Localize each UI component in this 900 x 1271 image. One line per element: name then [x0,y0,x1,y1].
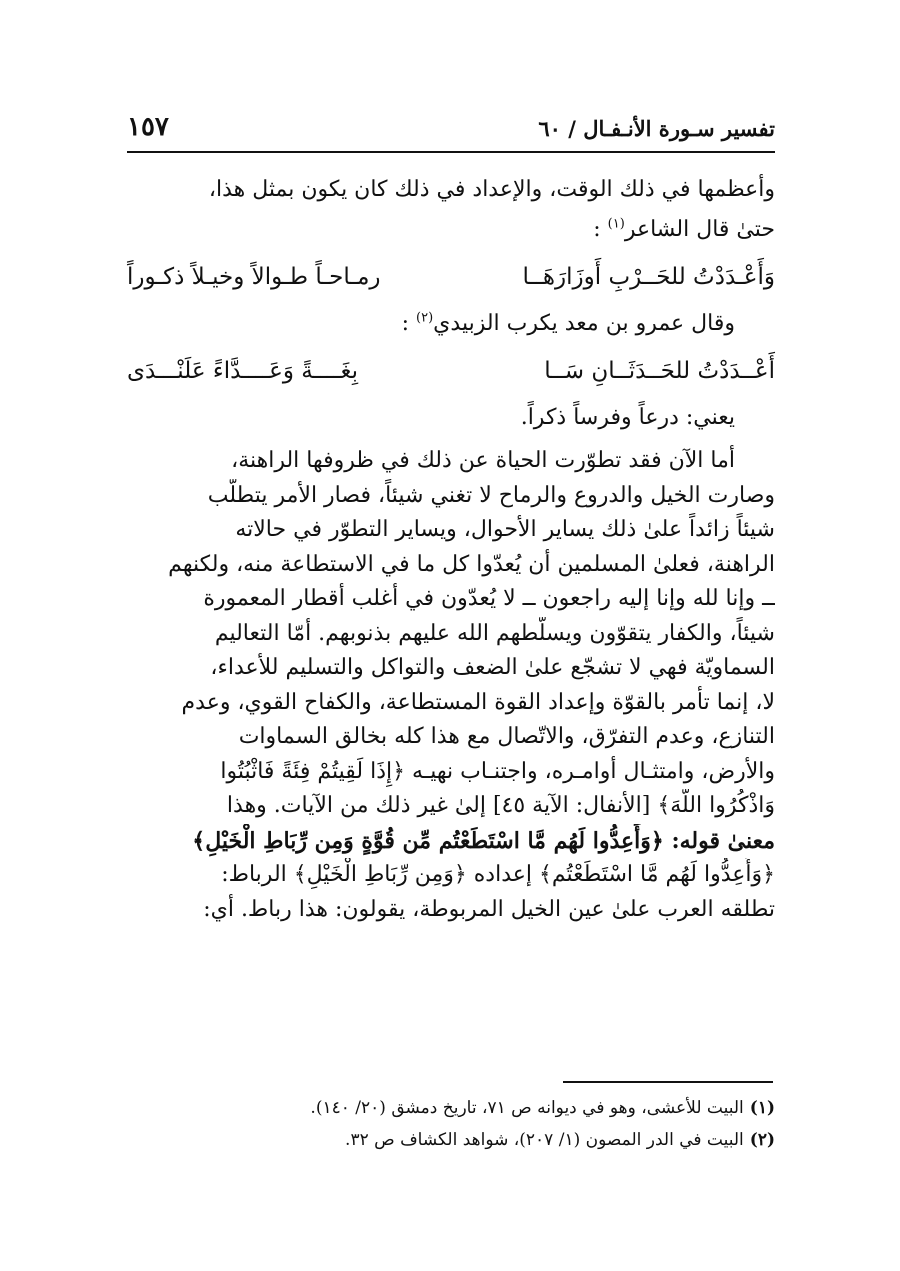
paragraph [127,444,775,927]
text-line: وأعظمها في ذلك الوقت، والإعداد في ذلك كان يكون بمثل هذا، [208,177,775,202]
footnote [127,1124,775,1156]
paragraph-line: شيئاً، والكفار يتقوّون ويسلّطهم الله عليهم بذنوبهم. أمّا التعاليم [214,620,775,646]
paragraph-line: وصارت الخيل والدروع والرماح لا تغني شيئاً، فصار الأمر يتطلّب [207,482,775,508]
footnotes [127,1092,775,1156]
running-header [127,110,775,150]
footnote-text: البيت للأعشى، وهو في ديوانه ص ٧١، تاريخ دمشق (٢٠/ ١٤٠). [310,1098,744,1118]
paragraph-line: وَاذْكُرُوا اللَّهَ﴾ [الأنفال: الآية ٤٥] إلىٰ غير ذلك من الآيات. وهذا [226,793,775,818]
paragraph-line: ــ وإنا لله وإنا إليه راجعون ــ لا يُعدّون في أغلب أقطار المعمورة [203,586,775,611]
footnote-rule [563,1081,773,1083]
verse-second-hemistich: بِغَــــةً وَعَــــدَّاءً عَلَنْـــدَى [127,358,359,384]
text-line: حتىٰ قال الشاعر$^{(١)}$ : [593,216,775,242]
paragraph-line: أما الآن فقد تطوّرت الحياة عن ذلك في ظروفها الراهنة، [231,448,735,473]
poem-verse [127,250,775,304]
poem-verse [127,344,775,398]
paragraph-line: معنىٰ قوله: ﴿وَأَعِدُّوا لَهُم مَّا اسْتَطَعْتُم مِّن قُوَّةٍ وَمِن رِّبَاطِ الْخَيْلِ﴾ [192,827,775,854]
paragraph-line: تطلقه العرب علىٰ عين الخيل المربوطة، يقولون: هذا رباط. أي: [203,896,775,922]
verse-first-hemistich: أَعْــدَدْتُ للحَــدَثَــانِ سَــا [544,358,775,384]
footnote [127,1092,775,1124]
paragraph-line: والأرض، وامتثـال أوامـره، واجتنـاب نهيـه ﴿إِذَا لَقِيتُمْ فِئَةً فَاثْبُتُوا [220,758,775,784]
running-header-title: تفسير سـورة الأنـفـال / ٦٠ [538,116,775,141]
gloss-line: يعني: درعاً وفرساً ذكراً. [520,405,735,430]
paragraph-line: ﴿وَأَعِدُّوا لَهُم مَّا اسْتَطَعْتُم﴾ إعداده ﴿وَمِن رِّبَاطِ الْخَيْلِ﴾ الرباط: [221,862,775,887]
main-text [127,170,775,927]
page-number: ١٥٧ [127,112,169,142]
paragraph-line: شيئاً زائداً علىٰ ذلك يساير الأحوال، ويساير التطوّر في حالاته [235,517,775,542]
footnote-ref[interactable]: (١) [607,216,625,232]
verse-second-hemistich: رمـاحـاً طـوالاً وخيـلاً ذكـوراً [127,264,381,290]
footnote-number: (٢) [749,1130,775,1150]
text-line: وقال عمرو بن معد يكرب الزبيدي$^{(٢)}$ : [401,310,735,336]
paragraph-line: السماويّة فهي لا تشجّع علىٰ الضعف والتواكل والتسليم للأعداء، [210,655,775,680]
footnote-number: (١) [749,1098,775,1118]
paragraph-line: الراهنة، فعلىٰ المسلمين أن يُعدّوا كل ما في الاستطاعة منه، ولكنهم [168,551,775,577]
paragraph-line: التنازع، وعدم التفرّق، والاتّصال مع هذا كله بخالق السماوات [238,724,775,749]
verse-first-hemistich: وَأَعْـدَدْتُ للحَــرْبِ أَوزَارَهَــا [522,264,775,290]
paragraph-line: لا، إنما تأمر بالقوّة وإعداد القوة المستطاعة، والكفاح القوي، وعدم [181,689,775,715]
header-rule [127,151,775,153]
footnote-text: البيت في الدر المصون (١/ ٢٠٧)، شواهد الكشاف ص ٣٢. [345,1130,744,1150]
footnote-ref[interactable]: (٢) [416,310,434,326]
